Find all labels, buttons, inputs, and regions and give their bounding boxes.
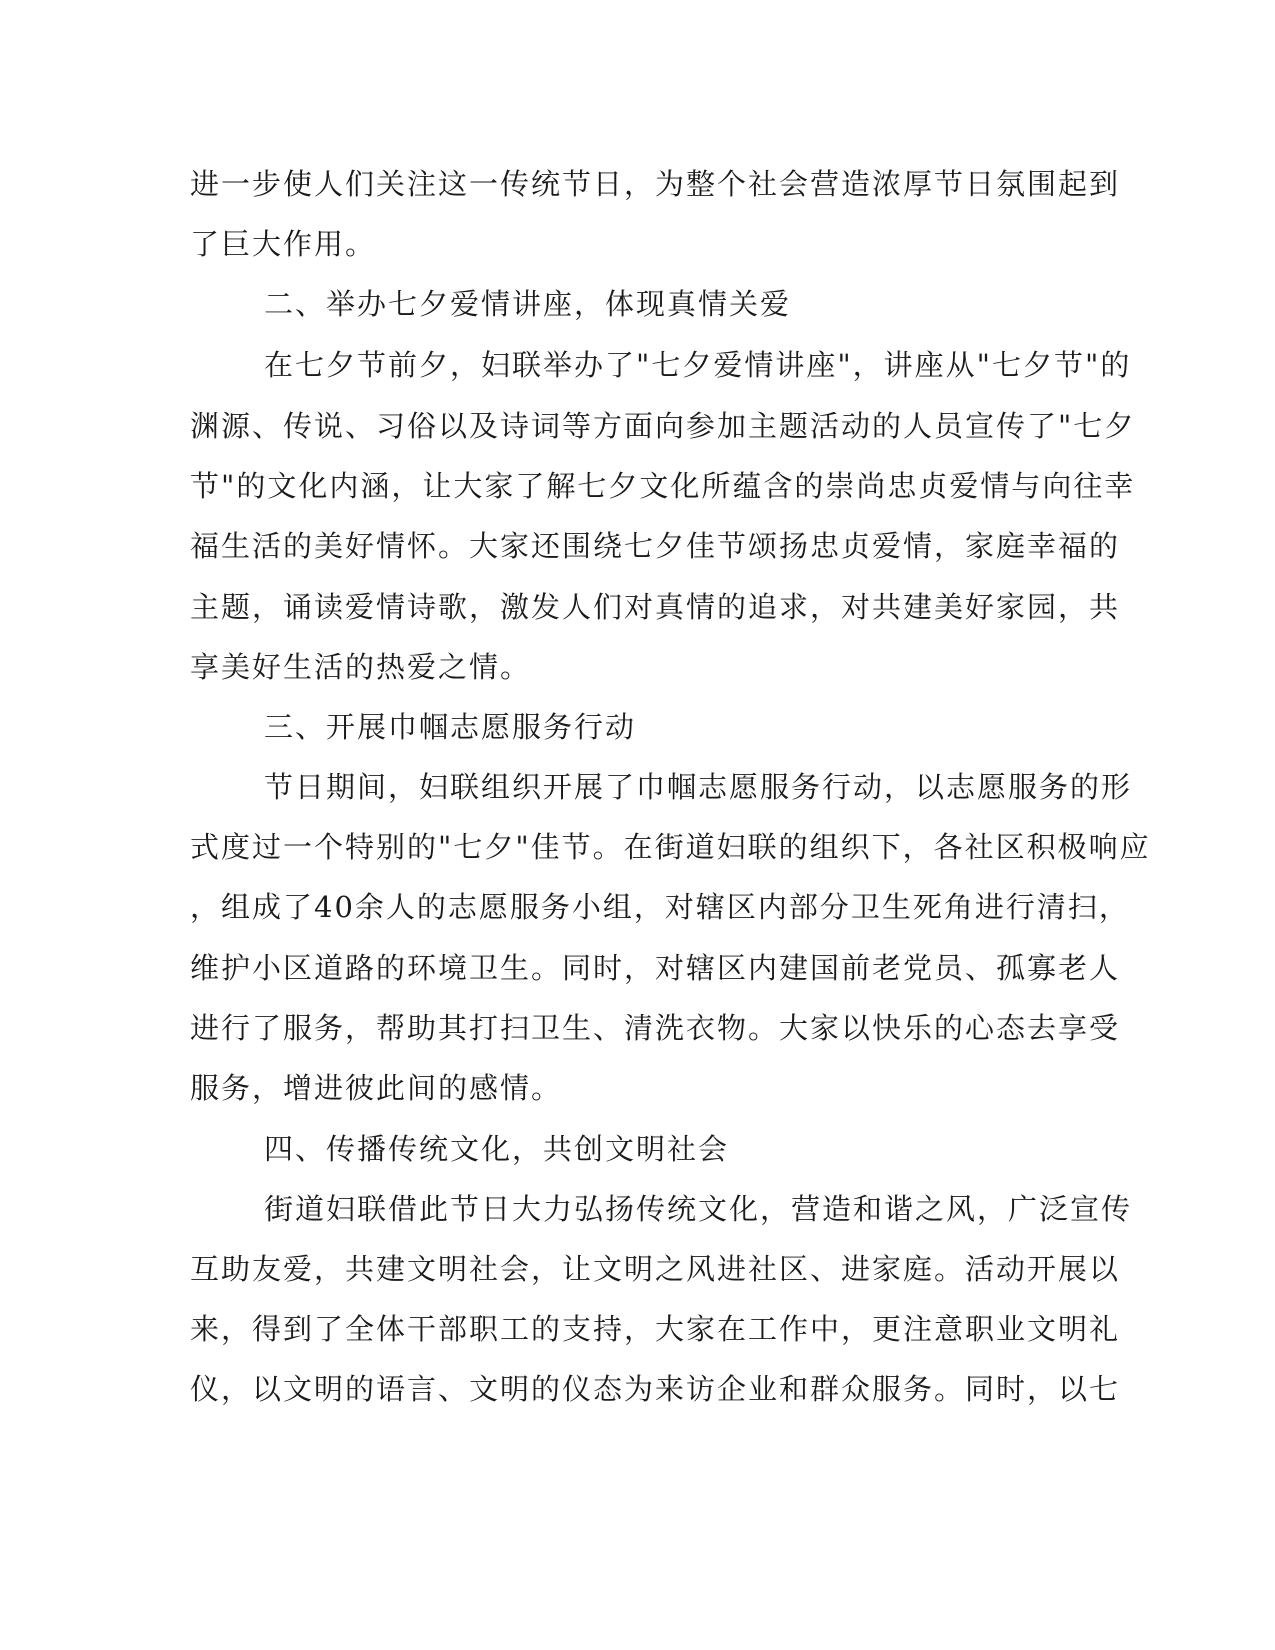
text-line: 服务，增进彼此间的感情。 [190,1071,563,1105]
section-heading: 二、举办七夕爱情讲座，体现真情关爱 [264,287,792,321]
text-line: 渊源、传说、习俗以及诗词等方面向参加主题活动的人员宣传了"七夕 [190,409,1136,443]
section-heading: 三、开展巾帼志愿服务行动 [264,710,637,744]
text-line: 进行了服务，帮助其打扫卫生、清洗衣物。大家以快乐的心态去享受 [190,1011,1121,1045]
text-line: 互助友爱，共建文明社会，让文明之风进社区、进家庭。活动开展以 [190,1252,1121,1286]
text-line: 来，得到了全体干部职工的支持，大家在工作中，更注意职业文明礼 [190,1312,1121,1346]
text-line: 节"的文化内涵，让大家了解七夕文化所蕴含的崇尚忠贞爱情与向往幸 [190,469,1136,503]
text-line: ，组成了40余人的志愿服务小组，对辖区内部分卫生死角进行清扫， [190,890,1130,924]
text-line: 维护小区道路的环境卫生。同时，对辖区内建国前老党员、孤寡老人 [190,951,1121,985]
paragraph-first-line: 街道妇联借此节日大力弘扬传统文化，营造和谐之风，广泛宣传 [264,1192,1133,1226]
section-heading: 四、传播传统文化，共创文明社会 [264,1132,730,1166]
text-line: 式度过一个特别的"七夕"佳节。在街道妇联的组织下，各社区积极响应 [190,830,1151,864]
text-line: 进一步使人们关注这一传统节日，为整个社会营造浓厚节日氛围起到 [190,167,1121,201]
paragraph-first-line: 在七夕节前夕，妇联举办了"七夕爱情讲座"，讲座从"七夕节"的 [264,348,1132,382]
paragraph-first-line: 节日期间，妇联组织开展了巾帼志愿服务行动，以志愿服务的形 [264,770,1133,804]
text-line: 福生活的美好情怀。大家还围绕七夕佳节颂扬忠贞爱情，家庭幸福的 [190,529,1121,563]
text-line: 仪，以文明的语言、文明的仪态为来访企业和群众服务。同时，以七 [190,1372,1121,1406]
text-line: 主题，诵读爱情诗歌，激发人们对真情的追求，对共建美好家园，共 [190,590,1121,624]
text-line: 了巨大作用。 [190,227,377,261]
text-line: 享美好生活的热爱之情。 [190,650,532,684]
